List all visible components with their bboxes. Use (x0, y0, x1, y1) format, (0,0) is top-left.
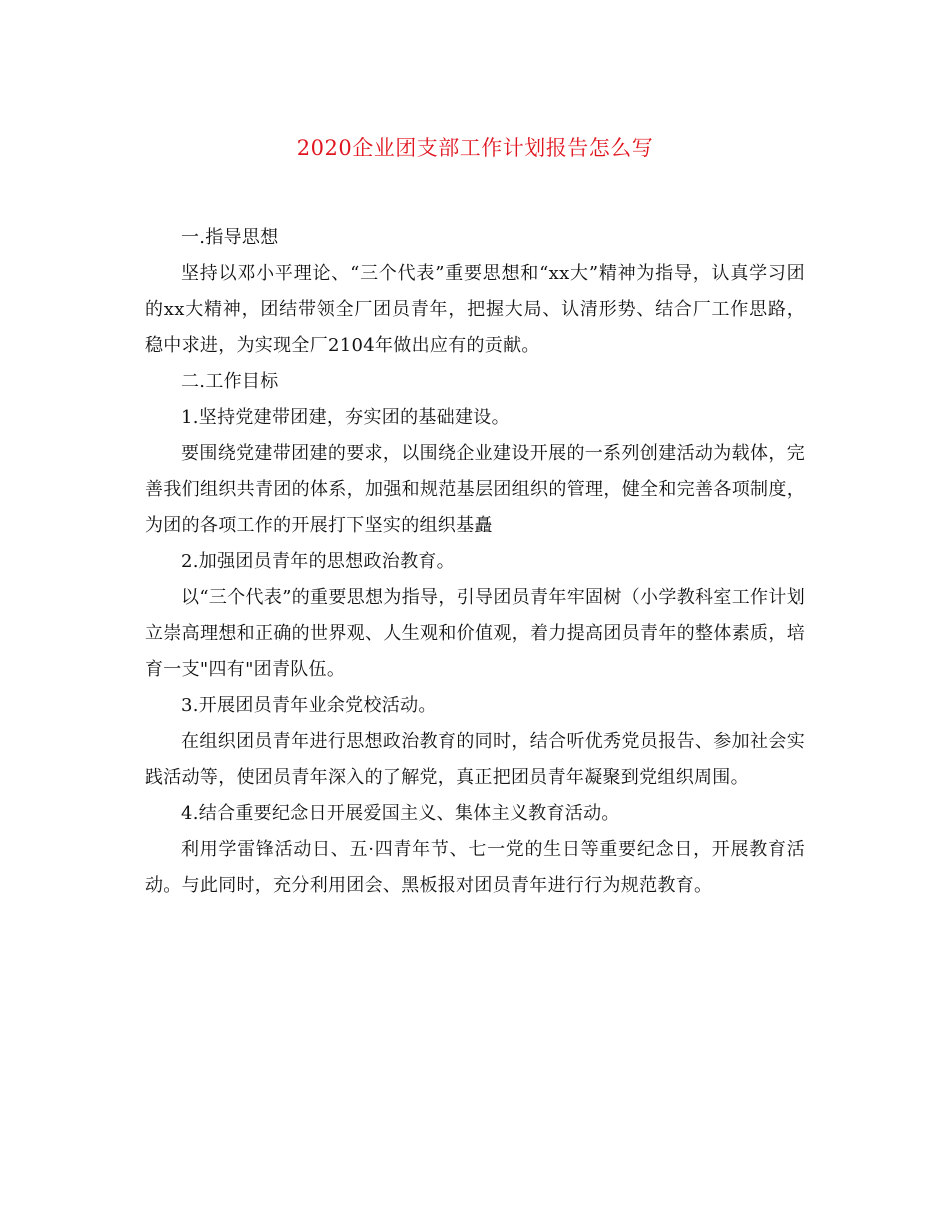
section-heading-work-goals: 二.工作目标 (181, 371, 279, 392)
paragraph: 在组织团员青年进行思想政治教育的同时，结合听优秀党员报告、参加社会实践活动等，使团员青年深入的了解党，真正把团员青年凝聚到党组织周围。 (145, 731, 805, 788)
item-heading-1: 1.坚持党建带团建，夯实团的基础建设。 (181, 407, 510, 428)
document-body (145, 220, 805, 904)
paragraph: 以“三个代表”的重要思想为指导，引导团员青年牢固树（小学教科室工作计划立崇高理想和正确的世界观、人生观和价值观，着力提高团员青年的整体素质，培育一支"四有"团青队伍。 (145, 587, 805, 680)
item-heading-2: 2.加强团员青年的思想政治教育。 (181, 551, 455, 572)
paragraph: 要围绕党建带团建的要求，以围绕企业建设开展的一系列创建活动为载体，完善我们组织共青团的体系，加强和规范基层团组织的管理，健全和完善各项制度，为团的各项工作的开展打下坚实的组织基矗 (145, 443, 805, 536)
paragraph: 坚持以邓小平理论、“三个代表”重要思想和“xx大”精神为指导，认真学习团的xx大精神，团结带领全厂团员青年，把握大局、认清形势、结合厂工作思路，稳中求进，为实现全厂2104年做出应有的贡献。 (145, 263, 805, 356)
document-title: 2020企业团支部工作计划报告怎么写 (296, 136, 654, 160)
paragraph: 利用学雷锋活动日、五·四青年节、七一党的生日等重要纪念日，开展教育活动。与此同时，充分利用团会、黑板报对团员青年进行行为规范教育。 (145, 839, 805, 896)
item-heading-4: 4.结合重要纪念日开展爱国主义、集体主义教育活动。 (181, 803, 620, 824)
section-heading-guiding-ideology: 一.指导思想 (181, 227, 279, 248)
item-heading-3: 3.开展团员青年业余党校活动。 (181, 695, 437, 716)
